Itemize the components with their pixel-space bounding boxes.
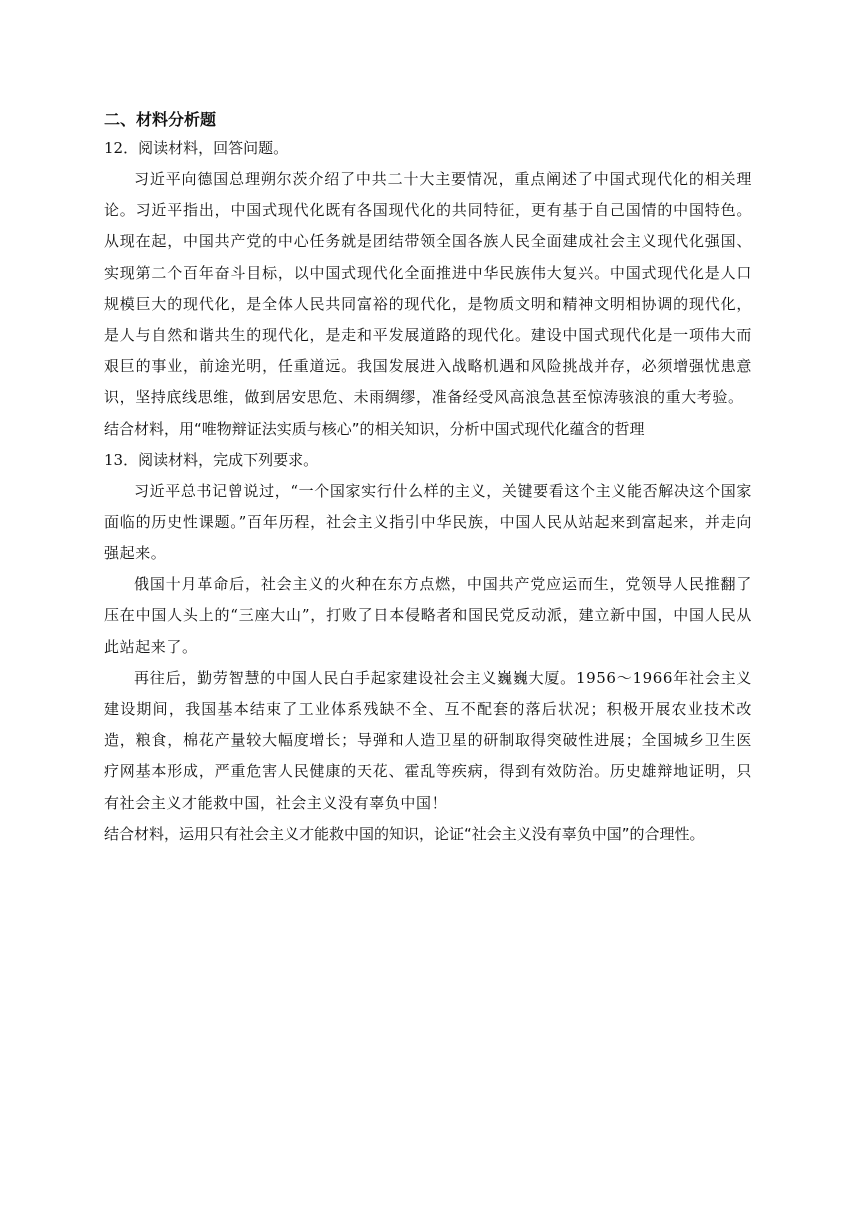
question-requirement: 结合材料，用“唯物辩证法实质与核心”的相关知识，分析中国式现代化蕴含的哲理 [104, 419, 645, 438]
section-heading: 二、材料分析题 [104, 110, 217, 129]
material-paragraph: 再往后，勤劳智慧的中国人民白手起家建设社会主义巍巍大厦。1956～1966年社会主义建设期间，我国基本结束了工业体系残缺不全、互不配套的落后状况；积极开展农业技术改造，粮食，棉花产量较大幅度增长；导弹和人造卫星的研制取得突破性进展；全国城乡卫生医疗网基本形成，严重危害人民健康的天花、霍乱等疾病，得到有效防治。历史雄辩地证明，只有社会主义才能救中国，社会主义没有辜负中国！ [104, 668, 752, 812]
question-title: 12．阅读材料，回答问题。 [104, 139, 289, 157]
material-paragraph: 俄国十月革命后，社会主义的火种在东方点燃，中国共产党应运而生，党领导人民推翻了压在中国人头上的“三座大山”，打败了日本侵略者和国民党反动派，建立新中国，中国人民从此站起来了。 [104, 575, 752, 656]
question-12 [104, 133, 752, 445]
page-content [104, 107, 752, 850]
question-title: 13．阅读材料，完成下列要求。 [104, 450, 319, 469]
material-paragraph: 习近平向德国总理朔尔茨介绍了中共二十大主要情况，重点阐述了中国式现代化的相关理论。习近平指出，中国式现代化既有各国现代化的共同特征，更有基于自己国情的中国特色。从现在起，中国共产党的中心任务就是团结带领全国各族人民全面建成社会主义现代化强国、实现第二个百年奋斗目标，以中国式现代化全面推进中华民族伟大复兴。中国式现代化是人口规模巨大的现代化，是全体人民共同富裕的现代化，是物质文明和精神文明相协调的现代化，是人与自然和谐共生的现代化，是走和平发展道路的现代化。建设中国式现代化是一项伟大而艰巨的事业，前途光明，任重道远。我国发展进入战略机遇和风险挑战并存，必须增强忧患意识，坚持底线思维，做到居安思危、未雨绸缪，准备经受风高浪急甚至惊涛骇浪的重大考验。 [104, 170, 752, 407]
material-paragraph: 习近平总书记曾说过，“一个国家实行什么样的主义，关键要看这个主义能否解决这个国家面临的历史性课题。”百年历程，社会主义指引中华民族，中国人民从站起来到富起来，并走向强起来。 [104, 481, 752, 563]
question-requirement: 结合材料，运用只有社会主义才能救中国的知识，论证“社会主义没有辜负中国”的合理性。 [104, 824, 705, 843]
question-13 [104, 445, 752, 850]
